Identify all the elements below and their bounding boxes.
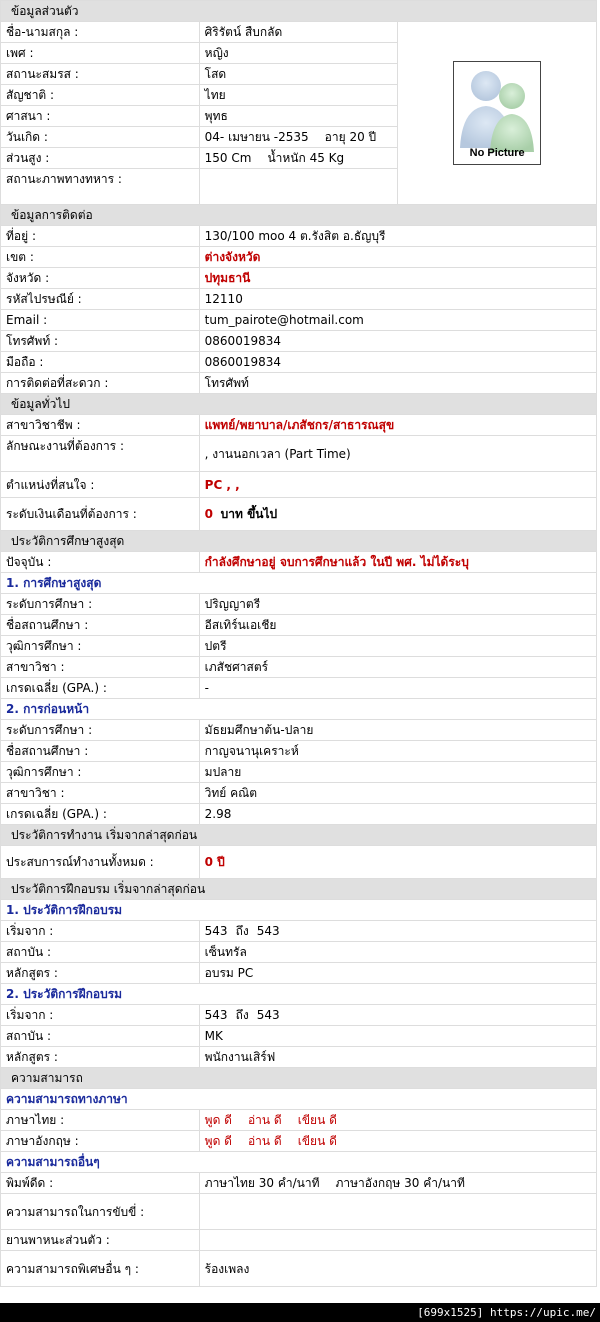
- nationality-value: ไทย: [199, 85, 398, 106]
- education-current-value: กำลังศึกษาอยู่ จบการศึกษาแล้ว ในปี พศ. ไม่ได้ระบุ: [199, 552, 596, 573]
- special-ability-value: ร้องเพลง: [199, 1251, 596, 1287]
- postcode-value: 12110: [199, 289, 596, 310]
- education-1-title: 1. การศึกษาสูงสุด: [1, 573, 597, 594]
- status-value: โสด: [199, 64, 398, 85]
- district-value: ต่างจังหวัด: [199, 247, 596, 268]
- section-ability: [1, 1068, 597, 1089]
- thai-skill-value: พูด ดี อ่าน ดี เขียน ดี: [199, 1110, 596, 1131]
- section-title: ข้อมูลทั่วไป: [1, 394, 597, 415]
- section-title: ความสามารถ: [1, 1068, 597, 1089]
- birth-value: 04- เมษายน -2535 อายุ 20 ปี: [199, 127, 398, 148]
- height-weight-value: 150 Cm น้ำหนัก 45 Kg: [199, 148, 398, 169]
- training-2-title: 2. ประวัติการฝึกอบรม: [1, 984, 597, 1005]
- image-host-footer: [699x1525] https://upic.me/: [417, 1306, 596, 1319]
- typing-value: ภาษาไทย 30 คำ/นาที ภาษาอังกฤษ 30 คำ/นาที: [199, 1173, 596, 1194]
- preferred-contact-value: โทรศัพท์: [199, 373, 596, 394]
- province-value: ปทุมธานี: [199, 268, 596, 289]
- email-value: tum_pairote@hotmail.com: [199, 310, 596, 331]
- section-education: [1, 531, 597, 552]
- no-picture-image: [453, 61, 541, 165]
- experience-value: 0 ปี: [199, 846, 596, 879]
- profession-value: แพทย์/พยาบาล/เภสัชกร/สาธารณสุข: [199, 415, 596, 436]
- language-ability-title: ความสามารถทางภาษา: [1, 1089, 597, 1110]
- address-value: 130/100 moo 4 ต.รังสิต อ.ธัญบุรี: [199, 226, 596, 247]
- religion-value: พุทธ: [199, 106, 398, 127]
- section-personal: [1, 1, 597, 22]
- section-title: ประวัติการทำงาน เริ่มจากล่าสุดก่อน: [1, 825, 597, 846]
- section-title: ข้อมูลส่วนตัว: [1, 1, 597, 22]
- education-2-title: 2. การก่อนหน้า: [1, 699, 597, 720]
- english-skill-value: พูด ดี อ่าน ดี เขียน ดี: [199, 1131, 596, 1152]
- phone-value: 0860019834: [199, 331, 596, 352]
- other-ability-title: ความสามารถอื่นๆ: [1, 1152, 597, 1173]
- position-value: PC , ,: [199, 472, 596, 498]
- section-contact: [1, 205, 597, 226]
- section-training: [1, 879, 597, 900]
- row-name: ชื่อ-นามสกุล : ศิริรัตน์ สืบกลัด No Picture: [1, 22, 597, 43]
- section-title: ประวัติการฝึกอบรม เริ่มจากล่าสุดก่อน: [1, 879, 597, 900]
- section-general: [1, 394, 597, 415]
- mobile-value: 0860019834: [199, 352, 596, 373]
- salary-value: 0 บาท ขึ้นไป: [199, 498, 596, 531]
- name-value: ศิริรัตน์ สืบกลัด: [199, 22, 398, 43]
- jobtype-value: , งานนอกเวลา (Part Time): [199, 436, 596, 472]
- section-title: ข้อมูลการติดต่อ: [1, 205, 597, 226]
- section-title: ประวัติการศึกษาสูงสุด: [1, 531, 597, 552]
- training-1-title: 1. ประวัติการฝึกอบรม: [1, 900, 597, 921]
- military-value: [199, 169, 398, 205]
- sex-value: หญิง: [199, 43, 398, 64]
- section-work: [1, 825, 597, 846]
- photo-cell: [398, 22, 597, 205]
- resume-table: ข้อมูลส่วนตัว ชื่อ-นามสกุล : ศิริรัตน์ สืบกลัด No Picture เพศ : หญิง สถานะสมรส : โสด สัญชาติ : ไทย ศาสนา : พุทธ วันเกิด : 04- เมษายน -2535 อายุ 20 ปี ส่วนสูง : 150 Cm น้ำหนัก 45 Kg สถานะภาพทางทหาร : ข้อมูลการติดต่อ ที่อยู่ : 130/100 moo 4 ต.รังสิต อ.ธัญบุรี เขต : ต่างจังหวัด จังหวัด : ปทุมธานี รหัสไปรษณีย์ : 12110 Email : tum_pairote@hotmail.com โทรศัพท์ : 0860019834 มือถือ : 0860019834 การติดต่อที่สะดวก : โทรศัพท์ ข้อมูลทั่วไป สาขาวิชาชีพ : แพทย์/พยาบาล/เภสัชกร/สาธารณสุข ลักษณะงานที่ต้องการ : , งานนอกเวลา (Part Time) ตำแหน่งที่สนใจ : PC , , ระดับเงินเดือนที่ต้องการ : 0 บาท ขึ้นไป ประวัติการศึกษาสูงสุด ปัจจุบัน : กำลังศึกษาอยู่ จบการศึกษาแล้ว ในปี พศ. ไม่ได้ระบุ 1. การศึกษาสูงสุด ระดับการศึกษา : ปริญญาตรี ชื่อสถานศึกษา : อีสเทิร์นเอเชีย วุฒิการศึกษา : ปตรี สาขาวิชา : เภสัชศาสตร์ เกรดเฉลี่ย (GPA.) : - 2. การก่อนหน้า ระดับการศึกษา : มัธยมศึกษาต้น-ปลาย ชื่อสถานศึกษา : กาญจนานุเคราะห์ วุฒิการศึกษา : มปลาย สาขาวิชา : วิทย์ คณิต เกรดเฉลี่ย (GPA.) : 2.98 ประวัติการทำงาน เริ่มจากล่าสุดก่อน ประสบการณ์ทำงานทั้งหมด : 0 ปี ประวัติการฝึกอบรม เริ่มจากล่าสุดก่อน 1. ประวัติการฝึกอบรม เริ่มจาก : 543 ถึง 543 สถาบัน : เซ็นทรัล หลักสูตร : อบรม PC 2. ประวัติการฝึกอบรม เริ่มจาก : 543 ถึง 543 สถาบัน : MK หลักสูตร : พนักงานเสิร์ฟ ความสามารถ ความสามารถทางภาษา ภาษาไทย : พูด ดี อ่าน ดี เขียน ดี ภาษาอังกฤษ : พูด ดี อ่าน ดี เขียน ดี ความสามารถอื่นๆ พิมพ์ดีด : ภาษาไทย 30 คำ/นาที ภาษาอังกฤษ 30 คำ/นาที ความสามารถในการขับขี่ : ยานพาหนะส่วนตัว : ความสามารถพิเศษอื่น ๆ : ร้องเพลง: [0, 0, 597, 1287]
- no-picture-text: No Picture: [469, 147, 525, 159]
